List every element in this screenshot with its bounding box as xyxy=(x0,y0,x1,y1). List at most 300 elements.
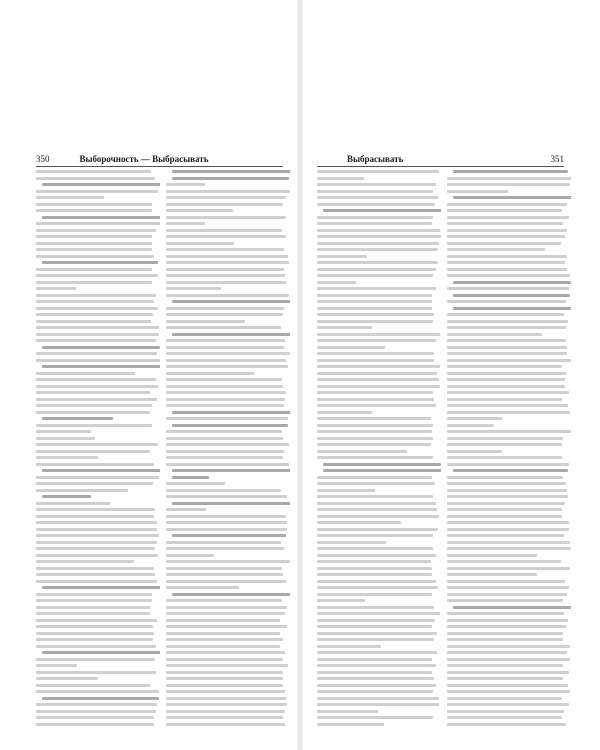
text-line xyxy=(36,528,157,531)
text-line xyxy=(317,567,432,570)
text-line xyxy=(317,456,433,459)
text-line xyxy=(36,567,154,570)
text-line xyxy=(317,424,433,427)
text-line xyxy=(317,398,434,401)
text-line xyxy=(166,268,284,271)
text-line xyxy=(166,456,283,459)
text-line xyxy=(36,235,152,238)
text-line xyxy=(36,424,152,427)
text-line xyxy=(166,404,284,407)
text-line xyxy=(447,235,565,238)
text-line xyxy=(36,521,157,524)
text-line xyxy=(317,307,432,310)
text-line xyxy=(447,209,562,212)
text-line xyxy=(317,593,432,596)
text-line xyxy=(36,281,152,284)
text-line xyxy=(317,521,401,524)
text-line xyxy=(447,664,563,667)
text-line xyxy=(447,521,569,524)
text-line xyxy=(317,580,436,583)
text-line xyxy=(166,248,284,251)
text-line xyxy=(453,281,571,284)
text-line xyxy=(317,541,386,544)
text-line xyxy=(447,489,567,492)
text-line xyxy=(317,690,433,693)
text-line xyxy=(166,313,283,316)
text-line xyxy=(36,398,157,401)
text-line xyxy=(447,619,568,622)
text-line xyxy=(166,612,285,615)
text-line xyxy=(166,632,280,635)
text-line xyxy=(447,625,566,628)
text-line xyxy=(317,495,433,498)
right-header-rule xyxy=(317,166,564,167)
text-line xyxy=(42,216,160,219)
text-line xyxy=(166,580,286,583)
text-line xyxy=(447,495,568,498)
text-line xyxy=(317,404,436,407)
text-line xyxy=(36,443,158,446)
text-line xyxy=(166,606,287,609)
text-line xyxy=(447,404,568,407)
text-line xyxy=(36,404,152,407)
text-line xyxy=(172,333,290,336)
text-line xyxy=(317,430,432,433)
text-line xyxy=(36,541,157,544)
text-line xyxy=(166,320,245,323)
text-line xyxy=(317,287,436,290)
text-line xyxy=(447,261,565,264)
text-line xyxy=(317,502,436,505)
text-line xyxy=(453,307,571,310)
text-line xyxy=(36,352,157,355)
text-line xyxy=(166,560,290,563)
text-line xyxy=(317,534,433,537)
text-line xyxy=(42,469,160,472)
text-line xyxy=(447,508,562,511)
text-line xyxy=(447,547,571,550)
text-line xyxy=(317,658,432,661)
text-line xyxy=(36,268,152,271)
text-line xyxy=(317,476,432,479)
text-line xyxy=(36,456,98,459)
text-line xyxy=(317,196,438,199)
text-line xyxy=(36,294,156,297)
text-line xyxy=(166,690,285,693)
text-line xyxy=(447,482,566,485)
text-line xyxy=(166,586,239,589)
text-line xyxy=(36,170,151,173)
text-line xyxy=(42,651,160,654)
text-line xyxy=(447,378,565,381)
left-header-rule xyxy=(36,166,283,167)
text-line xyxy=(36,378,156,381)
text-line xyxy=(447,352,567,355)
text-line xyxy=(36,508,155,511)
text-line xyxy=(317,203,435,206)
text-line xyxy=(447,287,569,290)
text-line xyxy=(166,697,286,700)
text-line xyxy=(447,216,569,219)
text-line xyxy=(42,183,160,186)
text-line xyxy=(166,242,234,245)
text-line xyxy=(447,502,565,505)
text-line xyxy=(323,469,441,472)
text-line xyxy=(447,515,562,518)
text-line xyxy=(36,463,154,466)
text-line xyxy=(317,346,385,349)
text-line xyxy=(166,307,284,310)
text-line xyxy=(447,190,508,193)
text-line xyxy=(447,313,564,316)
text-line xyxy=(447,638,563,641)
text-line xyxy=(317,723,384,726)
text-line xyxy=(36,177,155,180)
text-line xyxy=(447,320,568,323)
text-line xyxy=(36,502,110,505)
text-line xyxy=(166,443,289,446)
text-line xyxy=(172,502,290,505)
text-line xyxy=(453,294,570,297)
text-line xyxy=(42,586,160,589)
text-line xyxy=(172,534,286,537)
text-line xyxy=(36,307,158,310)
text-line xyxy=(447,359,571,362)
text-line xyxy=(317,645,381,648)
text-line xyxy=(317,528,438,531)
text-line xyxy=(36,489,128,492)
left-column-2 xyxy=(166,170,290,730)
text-line xyxy=(42,261,158,264)
right-page-header xyxy=(317,152,564,166)
text-line xyxy=(36,684,150,687)
text-line xyxy=(172,469,290,472)
text-line xyxy=(447,326,566,329)
text-line xyxy=(166,703,287,706)
text-line xyxy=(317,294,432,297)
text-line xyxy=(166,261,289,264)
text-line xyxy=(166,450,284,453)
text-line xyxy=(447,541,570,544)
text-line xyxy=(317,326,372,329)
text-line xyxy=(447,450,502,453)
text-line xyxy=(317,560,431,563)
text-line xyxy=(36,534,159,537)
text-line xyxy=(36,690,159,693)
text-line xyxy=(317,573,432,576)
text-line xyxy=(166,638,283,641)
text-line xyxy=(317,274,433,277)
text-line xyxy=(36,430,91,433)
text-line xyxy=(166,658,283,661)
text-line xyxy=(447,385,565,388)
text-line xyxy=(447,645,570,648)
text-line xyxy=(317,651,437,654)
text-line xyxy=(42,417,113,420)
text-line xyxy=(447,586,569,589)
text-line xyxy=(317,638,434,641)
text-line xyxy=(317,281,356,284)
text-line xyxy=(453,196,571,199)
text-line xyxy=(42,346,160,349)
text-line xyxy=(36,645,156,648)
text-line xyxy=(166,573,283,576)
right-page-number: 351 xyxy=(550,154,564,164)
text-line xyxy=(447,411,570,414)
text-line xyxy=(36,300,154,303)
text-line xyxy=(447,333,542,336)
text-line xyxy=(36,339,156,342)
text-line xyxy=(323,463,441,466)
text-line xyxy=(166,463,289,466)
text-line xyxy=(172,170,290,173)
text-line xyxy=(317,235,441,238)
right-column-1 xyxy=(317,170,441,730)
text-line xyxy=(166,274,285,277)
text-line xyxy=(447,671,569,674)
text-line xyxy=(36,203,152,206)
text-line xyxy=(447,203,567,206)
text-line xyxy=(36,677,98,680)
text-line xyxy=(447,651,567,654)
text-line xyxy=(317,190,433,193)
left-running-head: Выборочность — Выбрасывать xyxy=(79,154,209,164)
text-line xyxy=(317,703,439,706)
text-line xyxy=(36,242,152,245)
text-line xyxy=(447,567,570,570)
text-line xyxy=(166,203,283,206)
text-line xyxy=(317,664,436,667)
text-line xyxy=(317,183,436,186)
text-line xyxy=(447,593,567,596)
text-line xyxy=(166,541,281,544)
text-line xyxy=(447,248,545,251)
left-page-number: 350 xyxy=(36,154,50,164)
text-line xyxy=(166,547,284,550)
text-line xyxy=(166,222,205,225)
text-line xyxy=(447,573,537,576)
text-line xyxy=(36,229,156,232)
text-line xyxy=(447,424,494,427)
text-line xyxy=(447,365,562,368)
text-line xyxy=(166,710,285,713)
text-line xyxy=(317,359,434,362)
text-line xyxy=(166,651,285,654)
text-line xyxy=(166,391,286,394)
left-column-1 xyxy=(36,170,160,730)
text-line xyxy=(166,482,225,485)
text-line xyxy=(447,723,566,726)
text-line xyxy=(166,599,282,602)
text-line xyxy=(36,359,160,362)
text-line xyxy=(317,677,434,680)
text-line xyxy=(447,346,567,349)
text-line xyxy=(447,391,569,394)
text-line xyxy=(36,625,153,628)
text-line xyxy=(36,658,155,661)
text-line xyxy=(447,463,569,466)
text-line xyxy=(447,710,564,713)
text-line xyxy=(317,554,436,557)
text-line xyxy=(447,632,563,635)
text-line xyxy=(36,593,152,596)
text-line xyxy=(447,339,566,342)
text-line xyxy=(166,365,288,368)
text-line xyxy=(447,612,564,615)
left-page-header xyxy=(36,152,283,166)
text-line xyxy=(36,391,150,394)
text-line xyxy=(447,690,570,693)
text-line xyxy=(166,508,206,511)
text-line xyxy=(36,437,95,440)
text-line xyxy=(447,229,567,232)
text-line xyxy=(317,716,433,719)
text-line xyxy=(166,723,285,726)
text-line xyxy=(317,450,407,453)
text-line xyxy=(317,313,434,316)
text-line xyxy=(166,190,290,193)
text-line xyxy=(36,320,151,323)
text-line xyxy=(447,430,571,433)
text-line xyxy=(36,619,157,622)
text-line xyxy=(317,300,432,303)
text-line xyxy=(447,183,570,186)
text-line xyxy=(317,684,436,687)
text-line xyxy=(36,372,135,375)
text-line xyxy=(447,716,562,719)
text-line xyxy=(317,352,434,355)
text-line xyxy=(317,508,437,511)
text-line xyxy=(166,255,288,258)
text-line xyxy=(36,482,153,485)
text-line xyxy=(447,372,566,375)
text-line xyxy=(166,398,285,401)
text-line xyxy=(36,209,152,212)
text-line xyxy=(317,177,364,180)
text-line xyxy=(36,326,159,329)
text-line xyxy=(447,222,563,225)
text-line xyxy=(36,222,160,225)
text-line xyxy=(36,554,158,557)
text-line xyxy=(317,248,438,251)
text-line xyxy=(317,372,437,375)
text-line xyxy=(317,612,440,615)
text-line xyxy=(317,320,433,323)
text-line xyxy=(166,645,280,648)
text-line xyxy=(447,677,563,680)
text-line xyxy=(166,417,288,420)
text-line xyxy=(42,697,159,700)
text-line xyxy=(166,229,282,232)
text-line xyxy=(36,385,158,388)
text-line xyxy=(166,339,285,342)
text-line xyxy=(323,209,441,212)
text-line xyxy=(166,554,214,557)
text-line xyxy=(166,385,283,388)
text-line xyxy=(166,359,286,362)
text-line xyxy=(317,229,440,232)
text-line xyxy=(317,625,432,628)
text-line xyxy=(36,671,156,674)
text-line xyxy=(36,664,77,667)
text-line xyxy=(166,352,290,355)
text-line xyxy=(36,580,157,583)
text-line xyxy=(36,612,150,615)
text-line xyxy=(166,489,281,492)
text-line xyxy=(317,385,440,388)
text-line xyxy=(172,476,209,479)
text-line xyxy=(36,547,155,550)
text-line xyxy=(36,703,157,706)
text-line xyxy=(166,437,283,440)
left-page xyxy=(0,0,297,750)
text-line xyxy=(36,313,153,316)
text-line xyxy=(317,268,436,271)
text-line xyxy=(172,593,290,596)
text-line xyxy=(36,710,156,713)
text-line xyxy=(166,281,286,284)
text-line xyxy=(317,586,438,589)
text-line xyxy=(36,287,76,290)
text-line xyxy=(42,495,91,498)
text-line xyxy=(166,716,283,719)
text-line xyxy=(447,703,569,706)
text-line xyxy=(317,242,439,245)
text-line xyxy=(166,430,282,433)
text-line xyxy=(447,274,570,277)
text-line xyxy=(317,170,439,173)
text-line xyxy=(166,567,282,570)
text-line xyxy=(317,599,365,602)
text-line xyxy=(36,632,154,635)
text-line xyxy=(166,515,286,518)
text-line xyxy=(166,378,282,381)
text-line xyxy=(447,242,561,245)
text-line xyxy=(447,554,537,557)
text-line xyxy=(317,391,433,394)
text-line xyxy=(166,216,286,219)
text-line xyxy=(317,547,433,550)
text-line xyxy=(36,248,152,251)
text-line xyxy=(447,599,563,602)
text-line xyxy=(36,190,158,193)
text-line xyxy=(36,716,154,719)
text-line xyxy=(447,658,570,661)
right-running-head: Выбрасывать xyxy=(347,154,404,164)
text-line xyxy=(36,560,134,563)
text-line xyxy=(166,684,283,687)
text-line xyxy=(447,456,562,459)
text-line xyxy=(317,443,431,446)
text-line xyxy=(36,450,150,453)
text-line xyxy=(36,333,159,336)
text-line xyxy=(453,606,571,609)
text-line xyxy=(166,346,284,349)
text-line xyxy=(317,261,438,264)
text-line xyxy=(166,528,287,531)
text-line xyxy=(172,177,289,180)
text-line xyxy=(317,606,434,609)
text-line xyxy=(317,671,432,674)
text-line xyxy=(317,411,372,414)
text-line xyxy=(172,424,288,427)
text-line xyxy=(166,372,254,375)
text-line xyxy=(447,580,565,583)
text-line xyxy=(453,170,568,173)
text-line xyxy=(166,235,286,238)
text-line xyxy=(447,268,567,271)
text-line xyxy=(317,489,375,492)
